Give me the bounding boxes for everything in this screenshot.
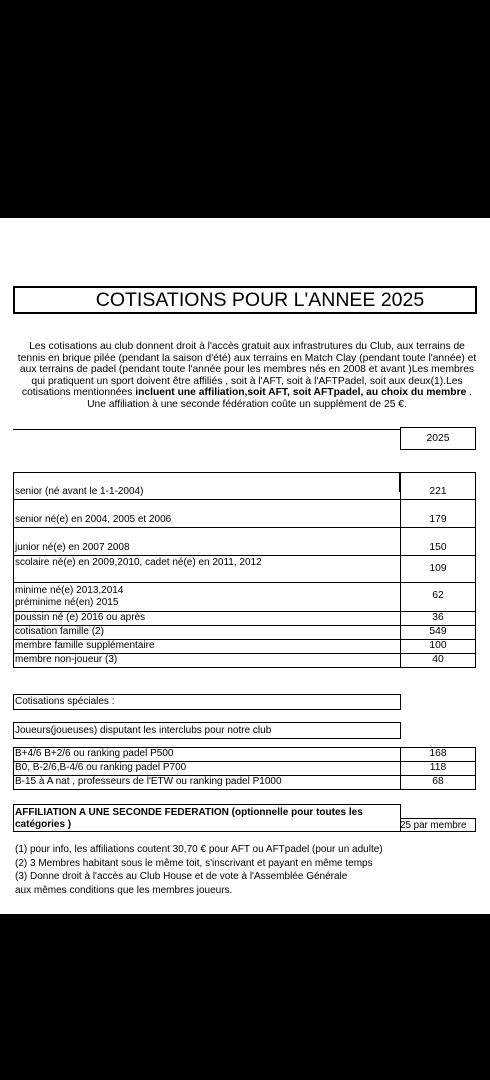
special-table-left-border — [13, 747, 14, 790]
affiliation-line-2: catégories ) — [15, 819, 72, 830]
row-label-famille-supp: membre famille supplémentaire — [15, 640, 155, 651]
intro-bold-text: incluent une affiliation,soit AFT, soit AFTpadel, au choix du membre — [135, 387, 467, 399]
affiliation-line-1: AFFILIATION A UNE SECONDE FEDERATION (optionnelle pour toutes les — [15, 807, 363, 818]
row-value-senior-2004: 179 — [429, 514, 447, 525]
year-header: 2025 — [426, 433, 450, 444]
special-row-value: 118 — [429, 762, 447, 773]
affiliation-value: 25 par membre — [400, 820, 467, 831]
special-row-label: B+4/6 B+2/6 ou ranking padel P500 — [15, 748, 174, 759]
interclubs-box — [13, 722, 401, 738]
interclubs-underline — [13, 738, 401, 739]
row-label-non-joueur: membre non-joueur (3) — [15, 654, 118, 665]
title-box — [13, 286, 477, 314]
row-label-minime: minime né(e) 2013,2014 — [15, 585, 124, 596]
intro-text-2: . Une affiliation à une seconde fédération coûte un supplément de 25 €. — [87, 387, 473, 410]
row-value-minime: 62 — [432, 590, 444, 601]
year-header-cell — [400, 427, 476, 450]
intro-paragraph — [16, 341, 478, 411]
row-divider — [13, 527, 476, 528]
row-value-famille-supp: 100 — [429, 640, 447, 651]
affiliation-box — [13, 804, 401, 832]
row-label-poussin: poussin né (e) 2016 ou après — [15, 612, 146, 623]
row-divider — [13, 499, 476, 500]
special-row-divider — [13, 789, 476, 790]
row-divider — [13, 667, 476, 668]
note-1: (1) pour info, les affiliations coutent 30,70 € pour AFT ou AFTpadel (pour un adulte) — [15, 844, 383, 855]
row-value-scolaire: 109 — [429, 563, 447, 574]
note-2: (2) 3 Membres habitant sous le même toit, s'inscrivant et payant en même temps — [15, 858, 373, 869]
special-row-value: 68 — [432, 776, 444, 787]
interclubs-label: Joueurs(joueuses) disputant les interclubs pour notre club — [15, 725, 272, 736]
row-label-scolaire: scolaire né(e) en 2009,2010, cadet né(e) en 2011, 2012 — [15, 557, 262, 568]
row-value-famille: 549 — [429, 626, 447, 637]
affiliation-value-cell — [400, 818, 476, 832]
special-row-label: B0, B-2/6,B-4/6 ou ranking padel P700 — [15, 762, 187, 773]
special-row-label: B-15 à A nat , professeurs de l'ETW ou ranking padel P1000 — [15, 776, 282, 787]
row-label-senior: senior (né avant le 1-1-2004) — [15, 486, 144, 497]
intro-text-1: Les cotisations au club donnent droit à l'accès gratuit aux infrastrutures du Club, aux terrains de tennis en brique pilée (pendant la saison d'été) aux terrains en Match Clay (pendant toute l'année) et aux terrains de padel (pendant toute l'année pour les membres nés en 2008 et avant )Les membres qui pratiquent un sport doivent être affiliés , soit à l'AFT, soit à l'AFTPadel, soit aux deux(1).Les cotisations mentionnées — [17, 341, 477, 399]
year-row-line — [13, 429, 400, 430]
page-title: COTISATIONS POUR L'ANNEE 2025 — [95, 289, 425, 311]
row-label-junior: junior né(e) en 2007 2008 — [15, 542, 130, 553]
row-divider — [13, 555, 476, 556]
special-row-value: 168 — [429, 748, 447, 759]
row-value-senior: 221 — [429, 486, 447, 497]
row-value-poussin: 36 — [432, 612, 444, 623]
row-label-preminime: préminime né(en) 2015 — [15, 597, 119, 608]
special-heading: Cotisations spéciales : — [15, 696, 115, 707]
document-page — [0, 218, 490, 914]
special-heading-box — [13, 694, 401, 710]
row-divider — [13, 582, 476, 583]
row-value-non-joueur: 40 — [432, 654, 444, 665]
row-label-senior-2004: senior né(e) en 2004, 2005 et 2006 — [15, 514, 172, 525]
row-label-famille: cotisation famille (2) — [15, 626, 104, 637]
note-3-continued: aux mêmes conditions que les membres joueurs. — [15, 885, 233, 896]
row-value-junior: 150 — [429, 542, 447, 553]
note-3: (3) Donne droit à l'accès au Club House et de vote à l'Assemblée Générale — [15, 871, 348, 882]
